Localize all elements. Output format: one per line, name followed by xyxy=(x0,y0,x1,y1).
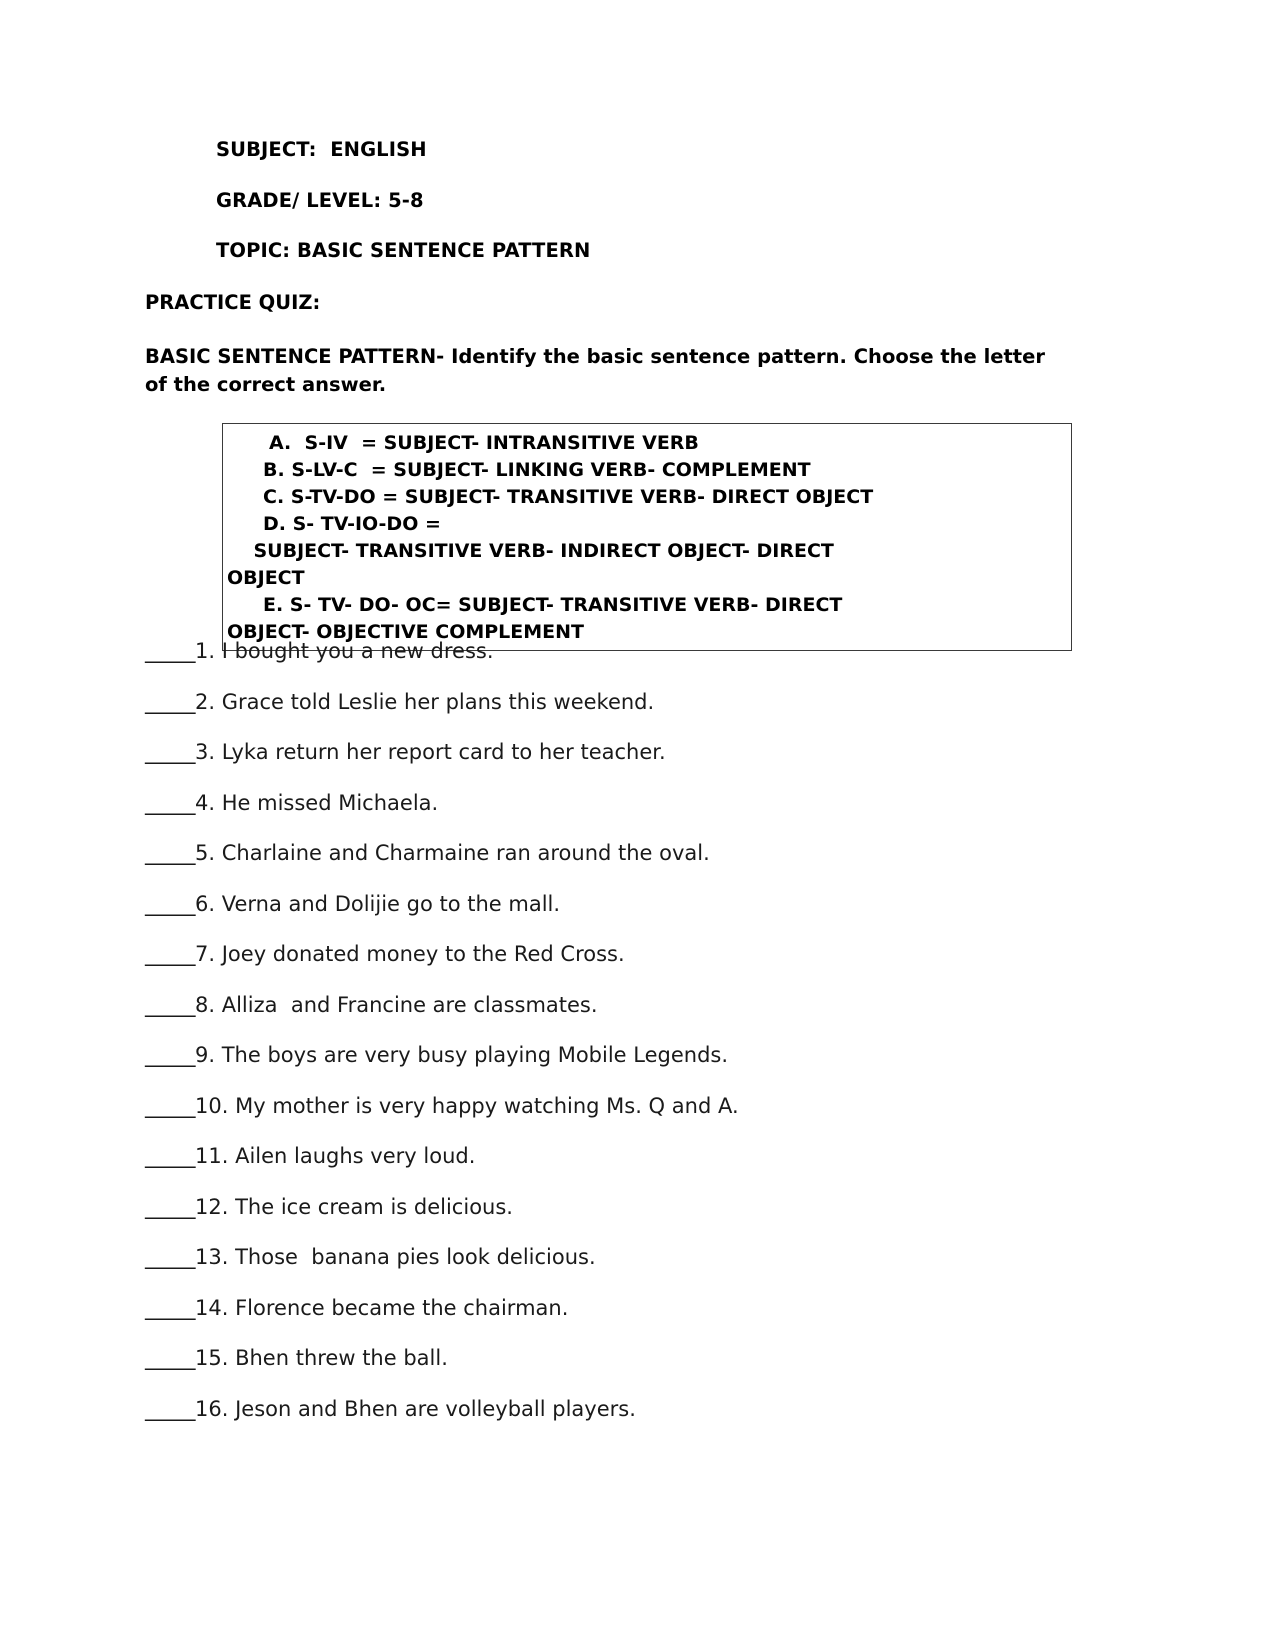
list-item xyxy=(145,1295,1145,1320)
item-text: The boys are very busy playing Mobile Legends. xyxy=(221,1043,729,1067)
list-item xyxy=(145,1045,1145,1066)
item-number: 14. xyxy=(195,1295,229,1320)
answer-blank[interactable]: _____ xyxy=(145,942,195,966)
header-grade-level: GRADE/ LEVEL: 5-8 xyxy=(216,188,424,212)
item-text: Bhen threw the ball. xyxy=(235,1346,448,1370)
answer-blank[interactable]: _____ xyxy=(145,1043,195,1067)
answer-blank[interactable]: _____ xyxy=(145,1295,195,1320)
list-item xyxy=(145,944,1145,965)
item-text: I bought you a new dress. xyxy=(221,639,494,663)
answer-blank[interactable]: _____ xyxy=(145,689,195,714)
answer-blank[interactable]: _____ xyxy=(145,841,195,865)
answer-blank[interactable]: _____ xyxy=(145,639,195,663)
answer-blank[interactable]: _____ xyxy=(145,1346,195,1370)
item-number: 9. xyxy=(195,1043,216,1067)
list-item xyxy=(145,790,1145,815)
item-number: 4. xyxy=(195,790,216,815)
item-number: 7. xyxy=(195,942,216,966)
list-item xyxy=(145,992,1145,1017)
list-item xyxy=(145,742,1145,763)
answer-blank[interactable]: _____ xyxy=(145,1194,195,1219)
item-number: 5. xyxy=(195,841,216,865)
answer-blank[interactable]: _____ xyxy=(145,1093,195,1118)
item-text: Grace told Leslie her plans this weekend. xyxy=(221,689,655,714)
list-item xyxy=(145,1093,1145,1118)
item-text: My mother is very happy watching Ms. Q and A. xyxy=(235,1093,739,1118)
option-e: E. S- TV- DO- OC= SUBJECT- TRANSITIVE VERB- DIRECT xyxy=(263,593,843,616)
item-number: 3. xyxy=(195,740,216,764)
item-text: Ailen laughs very loud. xyxy=(235,1144,476,1168)
answer-blank[interactable]: _____ xyxy=(145,1245,195,1269)
answer-blank[interactable]: _____ xyxy=(145,1144,195,1168)
list-item xyxy=(145,891,1145,916)
item-number: 6. xyxy=(195,891,216,916)
answer-blank[interactable]: _____ xyxy=(145,740,195,764)
option-e-continuation: OBJECT- OBJECTIVE COMPLEMENT xyxy=(227,620,585,643)
item-number: 11. xyxy=(195,1144,229,1168)
item-text: Lyka return her report card to her teacher. xyxy=(221,740,666,764)
quiz-items-list xyxy=(145,641,1145,1449)
item-text: Joey donated money to the Red Cross. xyxy=(221,942,625,966)
item-text: He missed Michaela. xyxy=(221,790,439,815)
option-d-continuation: SUBJECT- TRANSITIVE VERB- INDIRECT OBJECT- DIRECT xyxy=(227,539,834,562)
option-a: A. S-IV = SUBJECT- INTRANSITIVE VERB xyxy=(269,432,699,454)
item-number: 8. xyxy=(195,992,216,1017)
answer-options-box xyxy=(222,423,1072,651)
list-item xyxy=(145,1396,1145,1421)
item-number: 12. xyxy=(195,1194,229,1219)
item-number: 16. xyxy=(195,1396,229,1421)
item-number: 2. xyxy=(195,689,216,714)
option-b: B. S-LV-C = SUBJECT- LINKING VERB- COMPLEMENT xyxy=(263,458,811,481)
instructions-paragraph: BASIC SENTENCE PATTERN- Identify the basic sentence pattern. Choose the letter of the correct answer. xyxy=(145,345,1045,396)
practice-quiz-label: PRACTICE QUIZ: xyxy=(145,291,321,314)
item-text: Verna and Dolijie go to the mall. xyxy=(221,891,561,916)
item-number: 13. xyxy=(195,1245,229,1269)
list-item xyxy=(145,1194,1145,1219)
list-item xyxy=(145,1247,1145,1268)
document-header xyxy=(216,140,1076,292)
item-text: The ice cream is delicious. xyxy=(235,1194,513,1219)
item-text: Those banana pies look delicious. xyxy=(235,1245,596,1269)
option-d-continuation-2: OBJECT xyxy=(227,566,305,589)
answer-blank[interactable]: _____ xyxy=(145,790,195,815)
header-subject: SUBJECT: ENGLISH xyxy=(216,138,427,161)
list-item xyxy=(145,1146,1145,1167)
list-item xyxy=(145,843,1145,864)
item-text: Jeson and Bhen are volleyball players. xyxy=(235,1396,636,1421)
item-text: Charlaine and Charmaine ran around the oval. xyxy=(221,841,710,865)
item-number: 10. xyxy=(195,1093,229,1118)
header-topic: TOPIC: BASIC SENTENCE PATTERN xyxy=(216,239,591,262)
option-c: C. S-TV-DO = SUBJECT- TRANSITIVE VERB- DIRECT OBJECT xyxy=(263,485,874,508)
item-number: 15. xyxy=(195,1346,229,1370)
item-text: Alliza and Francine are classmates. xyxy=(221,992,598,1017)
list-item xyxy=(145,641,1145,662)
answer-blank[interactable]: _____ xyxy=(145,891,195,916)
option-d: D. S- TV-IO-DO = xyxy=(263,512,441,535)
list-item xyxy=(145,689,1145,714)
item-text: Florence became the chairman. xyxy=(235,1295,569,1320)
answer-blank[interactable]: _____ xyxy=(145,992,195,1017)
item-number: 1. xyxy=(195,639,216,663)
answer-blank[interactable]: _____ xyxy=(145,1396,195,1421)
list-item xyxy=(145,1348,1145,1369)
